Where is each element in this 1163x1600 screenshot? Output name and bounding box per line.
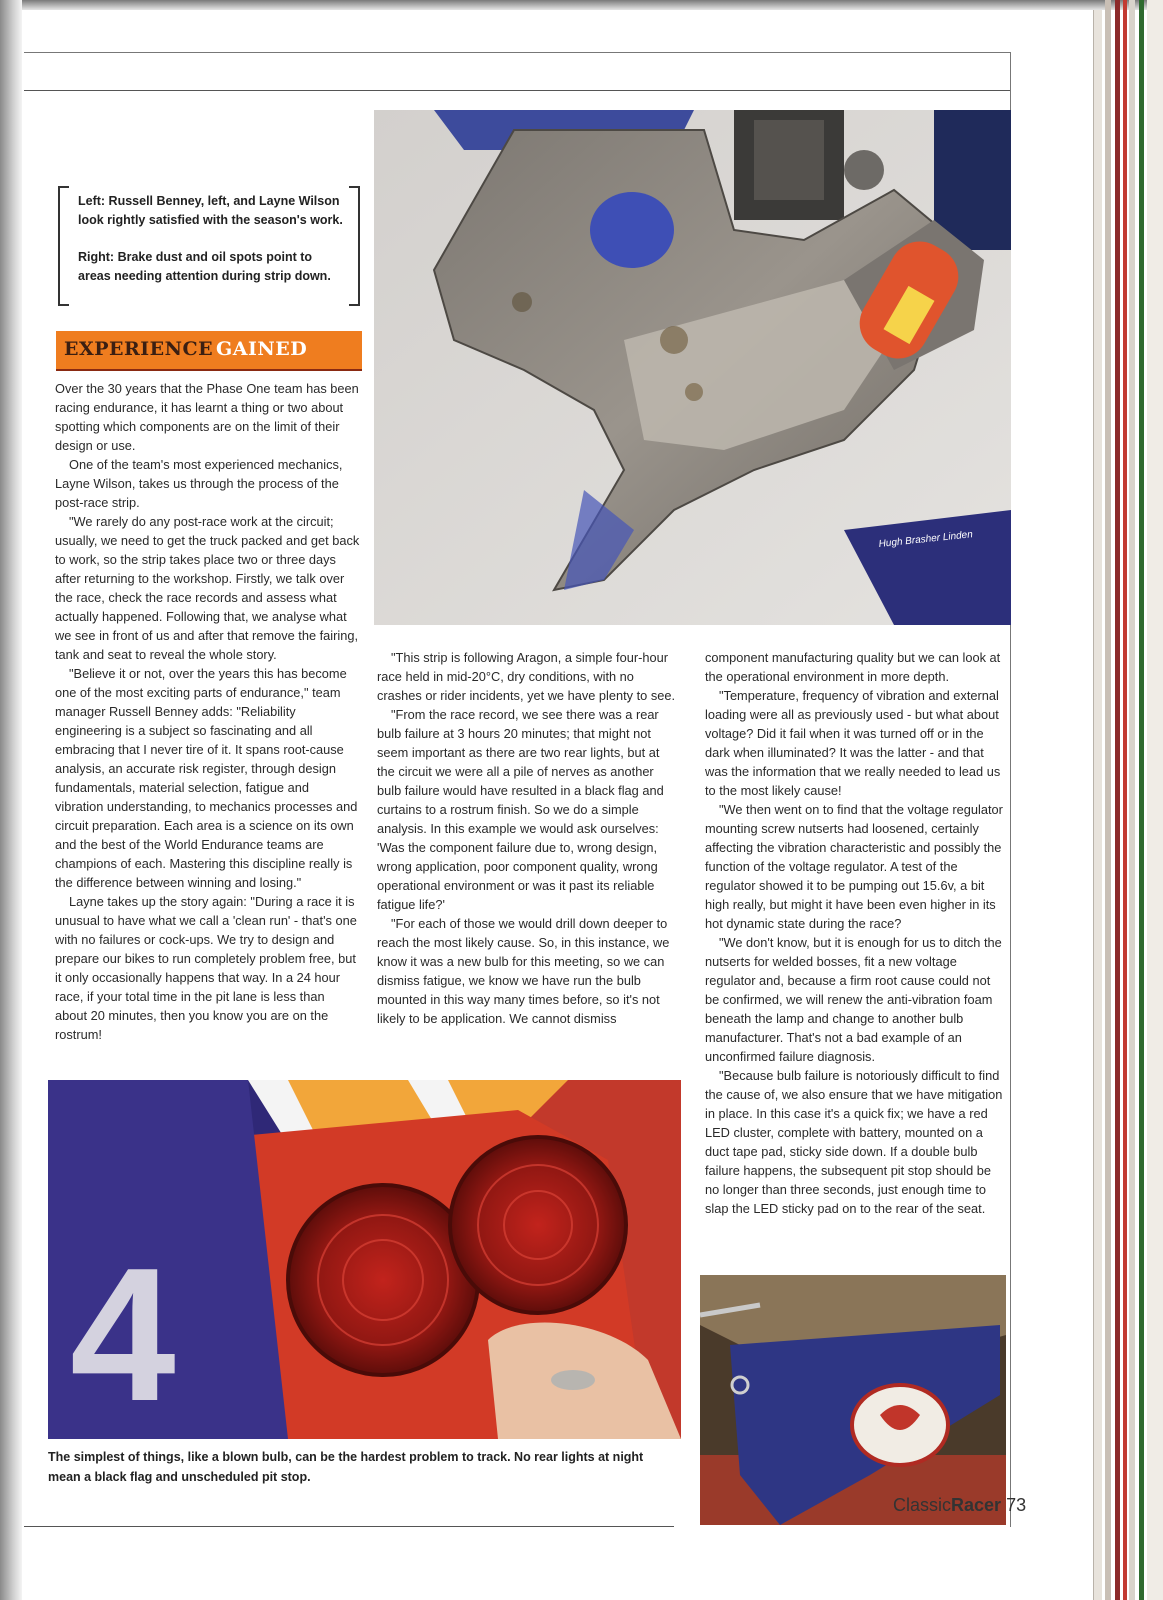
photo-caption-bottom: The simplest of things, like a blown bulb, can be the hardest problem to track. No rear lights at night mean a black flag and unscheduled pit stop.: [48, 1450, 644, 1484]
photo-caption-box: [58, 186, 360, 302]
fairing-decal-text: Hugh Brasher Linden: [878, 529, 974, 550]
paragraph: "Believe it or not, over the years this has become one of the most exciting parts of endurance," team manager Russell Benney adds: "Reliability engineering is a subject so fascinating and all embracing that I never tire of it. It spans root-cause analysis, an accurate risk register, through design fundamentals, material selection, fatigue and vibration understanding, to mechanics processes and circuit preparation. Each area is a science on its own and the best of the World Endurance teams are champions of each. Mastering this discipline really is the difference between winning and losing.": [55, 666, 358, 890]
paragraph: "This strip is following Aragon, a simple four-hour race held in mid-20°C, dry conditions, with no crashes or rider incidents, yet we have plenty to see.: [377, 650, 676, 703]
frame-rule-top: [24, 52, 1011, 53]
article-column-2: [377, 648, 679, 1028]
paragraph: "We rarely do any post-race work at the circuit; usually, we need to get the truck packed and get back to work, so the strip takes place two or three days after returning to the workshop. Firstly, we talk over the race, check the race records and assess what actually happened. Following that, we analyse what we see in front of us and after that remove the fairing, tank and seat to reveal the whole story.: [55, 514, 360, 662]
magazine-name-bold: Racer: [951, 1495, 1002, 1515]
photo-fairing-strip-down: [374, 110, 1011, 625]
photo-seat-tail: [700, 1275, 1006, 1525]
section-headline: [56, 331, 362, 371]
paragraph: "We then went on to find that the voltage regulator mounting screw nutserts had loosened, certainly affecting the vibration characteristic and possibly the function of the voltage regulator. A test of the regulator showed it to be pumping out 15.6v, a bit high really, but might it have been even higher in its hot dynamic state during the race?: [705, 802, 1003, 931]
caption-right: Right: Brake dust and oil spots point to areas needing attention during strip down.: [78, 250, 331, 283]
race-number-text: 4: [70, 1229, 176, 1439]
scan-shadow-top: [0, 0, 1163, 10]
page-number: 73: [1006, 1495, 1027, 1515]
paragraph: "Because bulb failure is notoriously difficult to find the cause of, we also ensure that we have mitigation in place. In this case it's a quick fix; we have a red LED cluster, complete with battery, mounted on a duct tape pad, sticky side down. If a double bulb failure happens, the subsequent pit stop should be no longer than three seconds, just enough time to slap the LED sticky pad on to the rear of the seat.: [705, 1068, 1003, 1216]
headline-word-experience: EXPERIENCE: [64, 338, 214, 360]
paragraph: Over the 30 years that the Phase One team has been racing endurance, it has learnt a thing or two about spotting which components are on the limit of their design or use.: [55, 381, 359, 453]
header-rule: [24, 90, 1010, 91]
paragraph: Layne takes up the story again: "During a race it is unusual to have what we call a 'clean run' - that's one with no failures or cock-ups. We try to design and prepare our bikes to run completely problem free, but it only occasionally happens that way. In a 24 hour race, if your total time in the pit lane is less than about 20 minutes, then you know you are on the rostrum!: [55, 894, 357, 1042]
caption-bracket-left: [58, 186, 69, 306]
paragraph: "We don't know, but it is enough for us to ditch the nutserts for welded bosses, fit a new voltage regulator and, because a firm root cause could not be confirmed, we will renew the anti-vibration foam beneath the lamp and change to another bulb manufacturer. That's not a bad example of an unconfirmed failure diagnosis.: [705, 935, 1002, 1064]
page-folio: [893, 1495, 1026, 1516]
fairing-illustration: [374, 110, 1011, 625]
article-column-1: [55, 379, 360, 1044]
article-column-3: [705, 648, 1008, 1218]
caption-bracket-right: [349, 186, 360, 306]
paragraph: "From the race record, we see there was a rear bulb failure at 3 hours 20 minutes; that might not seem important as there are two rear lights, but at the circuit we were all a pile of nerves as another bulb failure would have resulted in a black flag and curtains to a rostrum finish. So we do a simple analysis. In this example we would ask ourselves: 'Was the component failure due to, wrong design, wrong application, poor component quality, wrong operational environment or was it past its reliable fatigue life?': [377, 707, 664, 912]
photo-rear-lights: [48, 1080, 681, 1439]
paragraph: "Temperature, frequency of vibration and external loading were all as previously used - but what about voltage? Did it fail when it was turned off or in the dark when illuminated? It was the latter - and that was the information that we really needed to lead us to the most likely cause!: [705, 688, 1001, 798]
magazine-page-edges: [1093, 0, 1163, 1600]
caption-left: Left: Russell Benney, left, and Layne Wilson look rightly satisfied with the season's work.: [78, 194, 343, 227]
paragraph: component manufacturing quality but we can look at the operational environment in more depth.: [705, 650, 1001, 684]
footer-rule: [24, 1526, 674, 1527]
paragraph: "For each of those we would drill down deeper to reach the most likely cause. So, in this instance, we know it was a new bulb for this meeting, so we can dismiss fatigue, we know we have run the bulb mounted in this way many times before, so it's not likely to be application. We cannot dismiss: [377, 916, 670, 1026]
magazine-name-light: Classic: [893, 1495, 952, 1515]
headline-word-gained: GAINED: [216, 338, 308, 360]
seat-tail-illustration: [700, 1275, 1006, 1525]
rear-lights-illustration: [48, 1080, 681, 1439]
scan-shadow-left: [0, 0, 22, 1600]
paragraph: One of the team's most experienced mechanics, Layne Wilson, takes us through the process of the post-race strip.: [55, 457, 343, 510]
